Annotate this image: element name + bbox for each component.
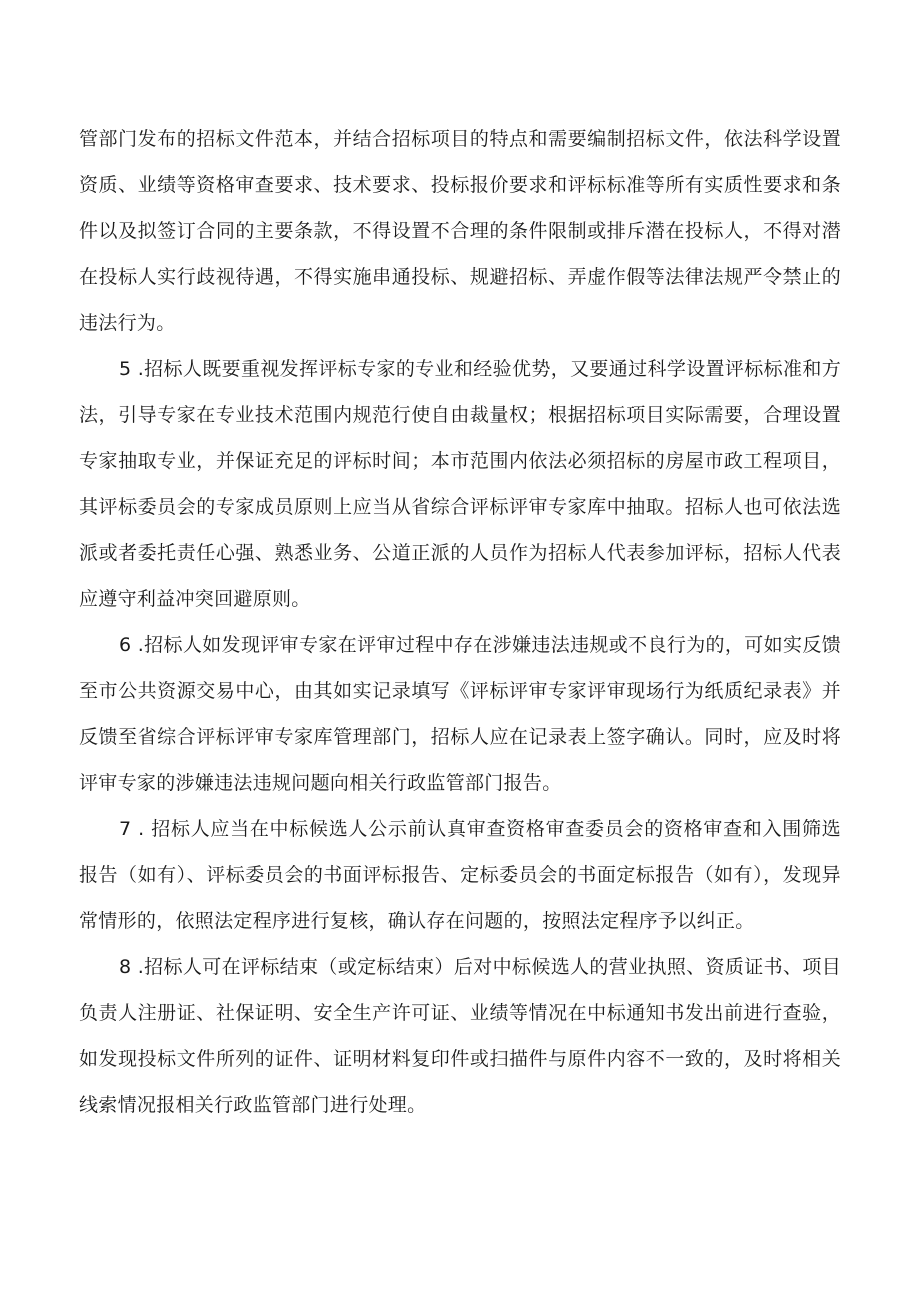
paragraph-item-7: 7 . 招标人应当在中标候选人公示前认真审查资格审查委员会的资格审查和入围筛选报告（如有）、评标委员会的书面评标报告、定标委员会的书面定标报告（如有），发现异常情形的，依照法定程序进行复核，确认存在问题的，按照法定程序予以纠正。: [79, 818, 841, 932]
paragraph-item-5: 5 .招标人既要重视发挥评标专家的专业和经验优势，又要通过科学设置评标标准和方法，引导专家在专业技术范围内规范行使自由裁量权；根据招标项目实际需要，合理设置专家抽取专业，并保证充足的评标时间；本市范围内依法必须招标的房屋市政工程项目，其评标委员会的专家成员原则上应当从省综合评标评审专家库中抽取。招标人也可依法选派或者委托责任心强、熟悉业务、公道正派的人员作为招标人代表参加评标，招标人代表应遵守利益冲突回避原则。: [79, 358, 841, 610]
paragraph-continuation: 管部门发布的招标文件范本，并结合招标项目的特点和需要编制招标文件，依法科学设置资质、业绩等资格审查要求、技术要求、投标报价要求和评标标准等所有实质性要求和条件以及拟签订合同的主要条款，不得设置不合理的条件限制或排斥潜在投标人，不得对潜在投标人实行歧视待遇，不得实施串通投标、规避招标、弄虚作假等法律法规严令禁止的违法行为。: [79, 128, 841, 334]
document-body: [79, 116, 841, 1128]
paragraph-item-8: 8 .招标人可在评标结束（或定标结束）后对中标候选人的营业执照、资质证书、项目负责人注册证、社保证明、安全生产许可证、业绩等情况在中标通知书发出前进行查验，如发现投标文件所列的证件、证明材料复印件或扫描件与原件内容不一致的，及时将相关线索情况报相关行政监管部门进行处理。: [79, 956, 841, 1116]
paragraph-item-6: 6 .招标人如发现评审专家在评审过程中存在涉嫌违法违规或不良行为的，可如实反馈至市公共资源交易中心，由其如实记录填写《评标评审专家评审现场行为纸质纪录表》并反馈至省综合评标评审专家库管理部门，招标人应在记录表上签字确认。同时，应及时将评审专家的涉嫌违法违规问题向相关行政监管部门报告。: [79, 634, 841, 794]
